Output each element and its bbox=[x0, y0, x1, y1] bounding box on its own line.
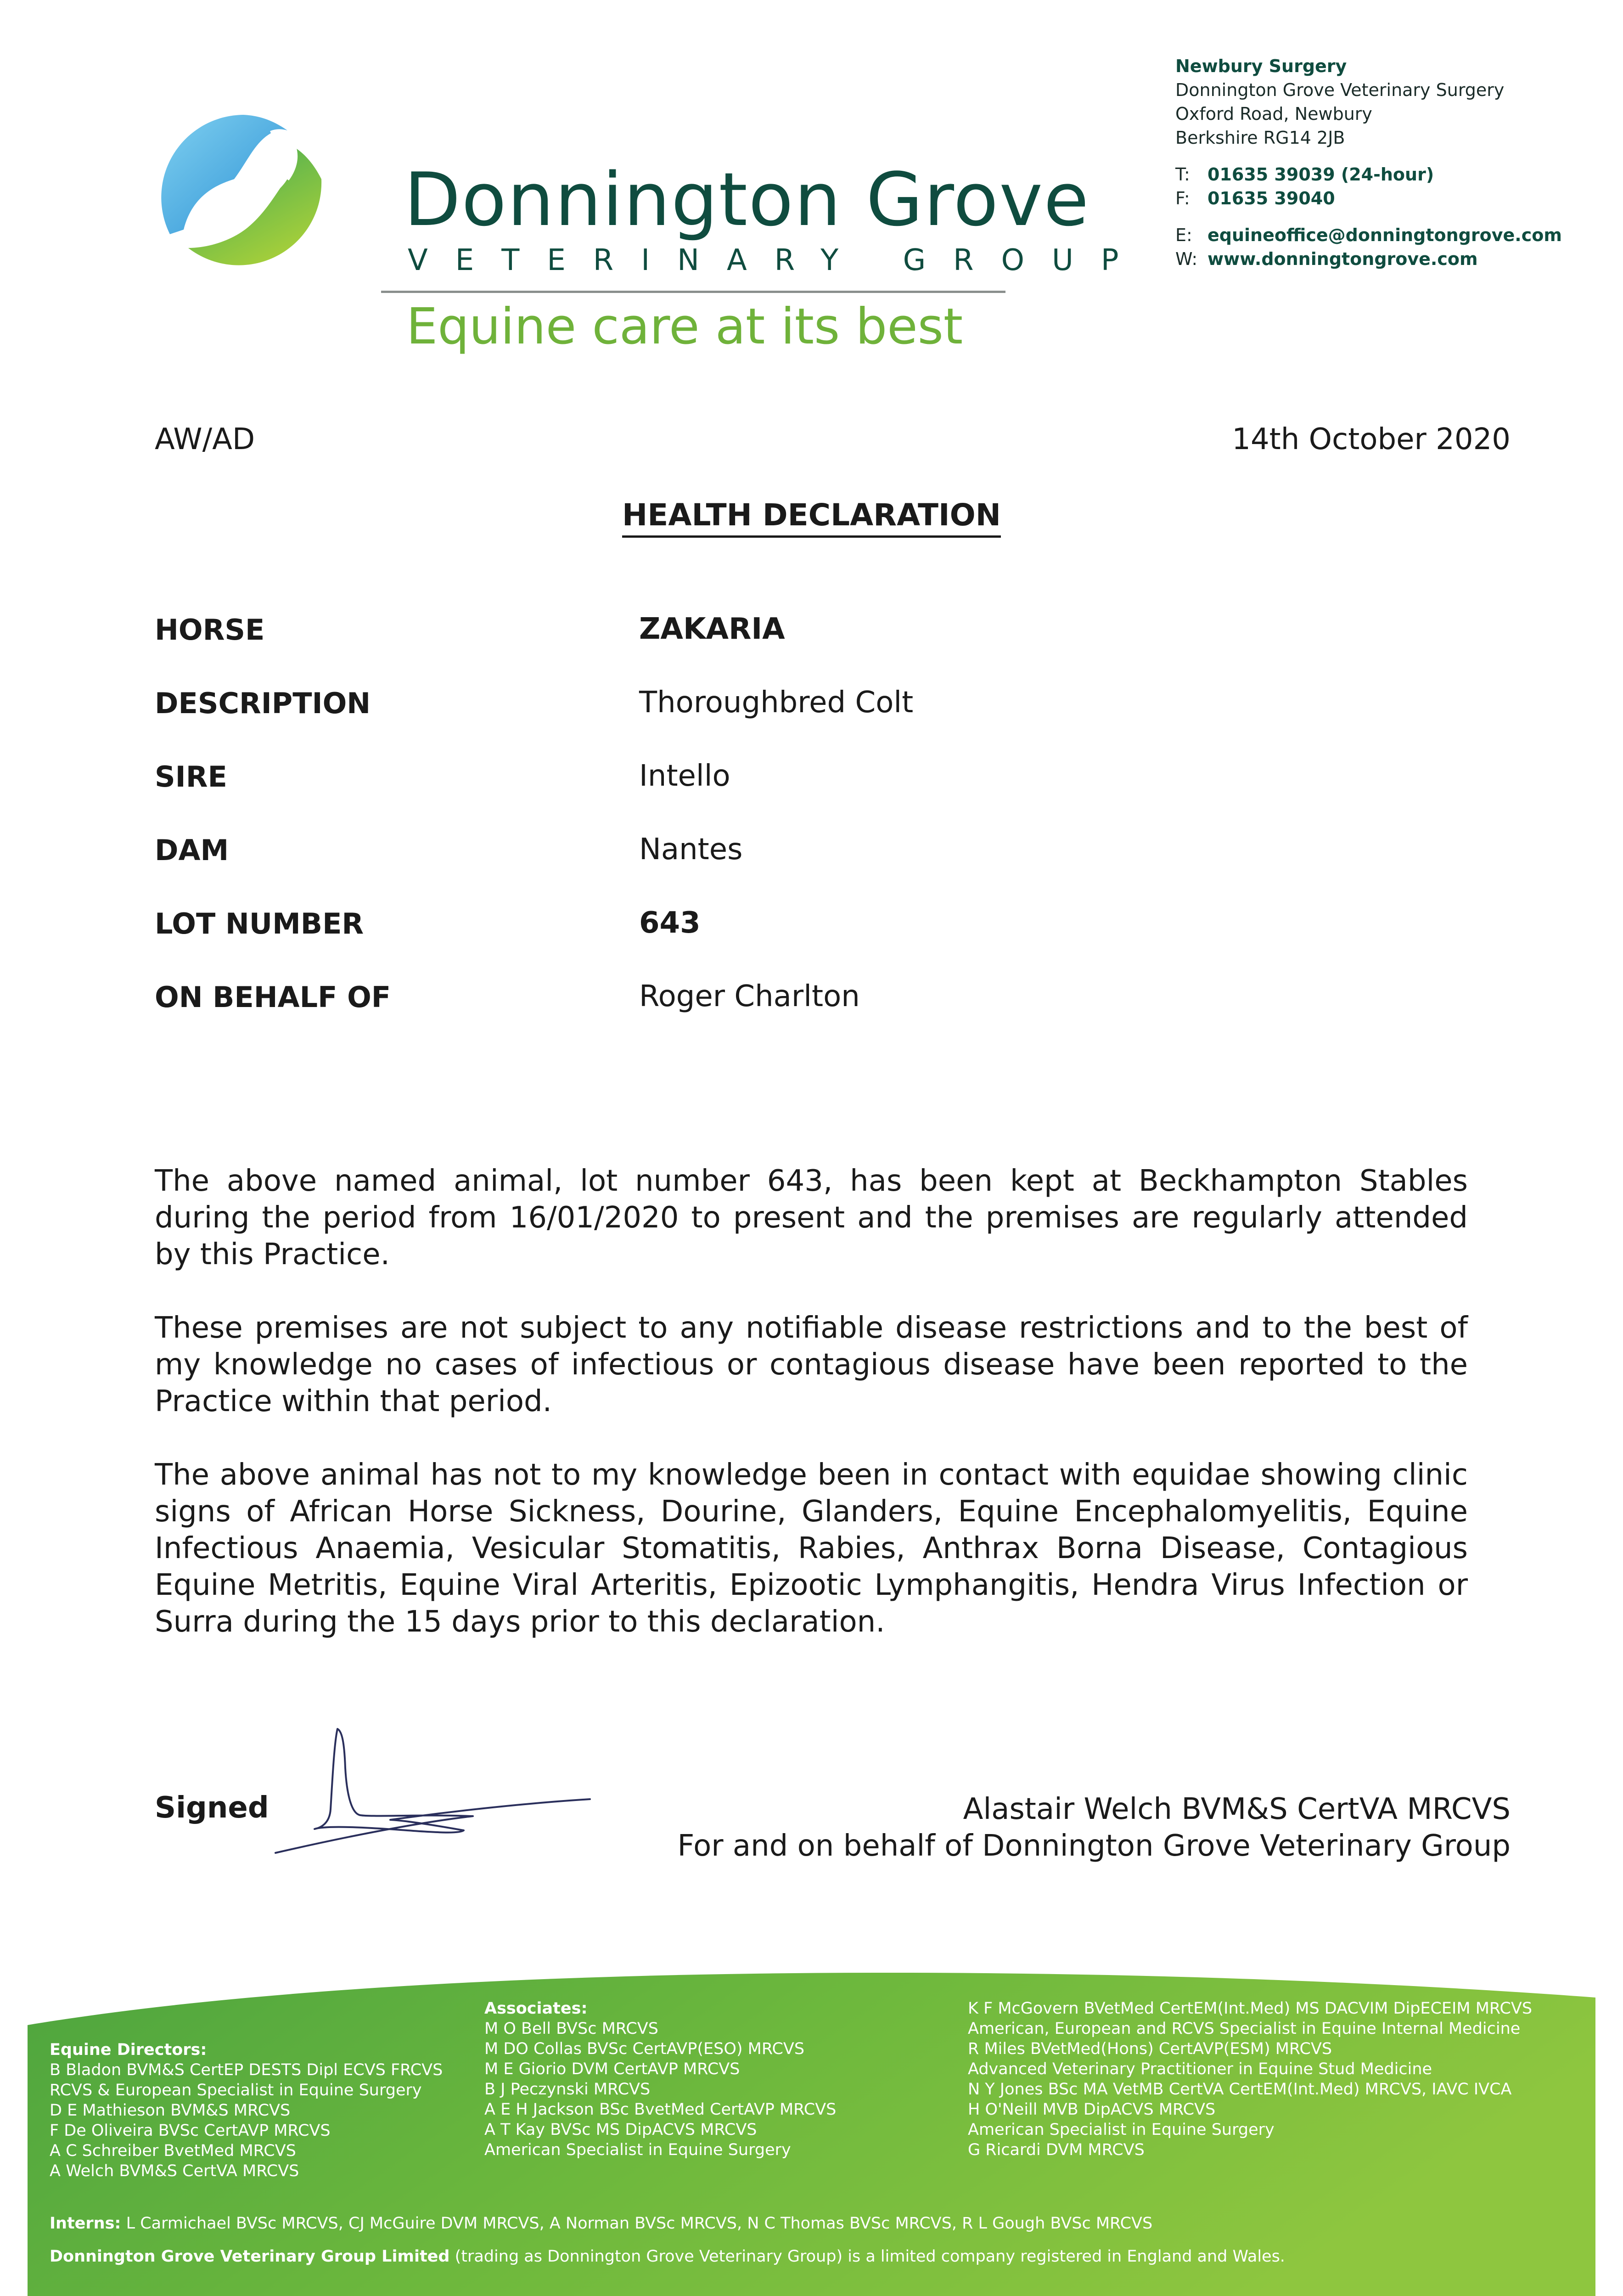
director-line: A C Schreiber BvetMed MRCVS bbox=[50, 2142, 296, 2160]
specialist-line: American Specialist in Equine Surgery bbox=[968, 2121, 1275, 2139]
specialist-line: Advanced Veterinary Practitioner in Equine Stud Medicine bbox=[968, 2060, 1432, 2078]
director-line: F De Oliveira BVSc CertAVP MRCVS bbox=[50, 2122, 331, 2140]
body-paragraph: The above named animal, lot number 643, has been kept at Beckhampton Stables during the period from 16/01/2020 to present and the premises are regularly attended by this Practice. bbox=[155, 1164, 1468, 1272]
specialist-line: H O'Neill MVB DipACVS MRCVS bbox=[968, 2100, 1216, 2119]
brand-name: Donnington Grove bbox=[404, 157, 1090, 242]
web-link[interactable]: www.donningtongrove.com bbox=[1207, 249, 1478, 269]
specialist-line: N Y Jones BSc MA VetMB CertVA CertEM(Int.Med) MRCVS, IAVC IVCA bbox=[968, 2080, 1512, 2099]
office-name: Newbury Surgery bbox=[1175, 56, 1347, 76]
footer-directors bbox=[50, 2040, 443, 2181]
body-paragraph: These premises are not subject to any notifiable disease restrictions and to the best of my knowledge no cases of infectious or contagious disease have been reported to the Practice within that period. bbox=[155, 1311, 1468, 1418]
company-text: (trading as Donnington Grove Veterinary Group) is a limited company registered in England and Wales. bbox=[455, 2247, 1285, 2266]
fax-number: 01635 39040 bbox=[1207, 188, 1335, 208]
signer-block bbox=[678, 1791, 1511, 1864]
field-value-description: Thoroughbred Colt bbox=[639, 686, 914, 720]
brand-subtitle: VETERINARY GROUP bbox=[408, 243, 1146, 277]
email-label: E: bbox=[1175, 225, 1192, 245]
associate-line: M O Bell BVSc MRCVS bbox=[484, 2020, 658, 2038]
address-line: Donnington Grove Veterinary Surgery bbox=[1175, 80, 1505, 100]
footer-associates bbox=[484, 1998, 836, 2160]
fax-row bbox=[1175, 186, 1562, 210]
signer-name: Alastair Welch BVM&S CertVA MRCVS bbox=[963, 1792, 1511, 1826]
field-label-horse: HORSE bbox=[155, 613, 265, 647]
web-label: W: bbox=[1175, 249, 1198, 269]
letter-date: 14th October 2020 bbox=[1232, 422, 1511, 456]
associates-heading: Associates: bbox=[484, 1999, 588, 2018]
email-link[interactable]: equineoffice@donningtongrove.com bbox=[1207, 225, 1562, 245]
phone-label: T: bbox=[1175, 164, 1190, 185]
address-line: Berkshire RG14 2JB bbox=[1175, 128, 1345, 148]
brand-tagline: Equine care at its best bbox=[406, 298, 963, 355]
associate-line: M E Giorio DVM CertAVP MRCVS bbox=[484, 2060, 740, 2078]
footer-interns bbox=[50, 2213, 1152, 2234]
document-title bbox=[0, 497, 1623, 533]
specialist-line: K F McGovern BVetMed CertEM(Int.Med) MS DACVIM DipECEIM MRCVS bbox=[968, 1999, 1533, 2018]
specialist-line: R Miles BVetMed(Hons) CertAVP(ESM) MRCVS bbox=[968, 2040, 1332, 2058]
address-line: Oxford Road, Newbury bbox=[1175, 104, 1372, 124]
phone-number[interactable]: 01635 39039 (24-hour) bbox=[1207, 164, 1434, 185]
spacer bbox=[1175, 210, 1562, 223]
fax-label: F: bbox=[1175, 188, 1190, 208]
field-value-on-behalf-of: Roger Charlton bbox=[639, 979, 860, 1013]
field-label-lot-number: LOT NUMBER bbox=[155, 907, 364, 940]
associate-line: American Specialist in Equine Surgery bbox=[484, 2141, 791, 2159]
logo-mark-icon bbox=[156, 110, 331, 285]
directors-heading: Equine Directors: bbox=[50, 2041, 207, 2059]
phone-row bbox=[1175, 163, 1562, 186]
associate-line: A T Kay BVSc MS DipACVS MRCVS bbox=[484, 2121, 757, 2139]
field-value-lot-number: 643 bbox=[639, 906, 701, 940]
email-row bbox=[1175, 223, 1562, 247]
specialist-line: American, European and RCVS Specialist in Equine Internal Medicine bbox=[968, 2020, 1521, 2038]
director-line: B Bladon BVM&S CertEP DESTS Dipl ECVS FRCVS bbox=[50, 2061, 443, 2079]
spacer bbox=[1175, 150, 1562, 163]
signed-label: Signed bbox=[155, 1791, 269, 1825]
contact-block bbox=[1175, 54, 1562, 271]
field-label-dam: DAM bbox=[155, 833, 229, 867]
interns-list: L Carmichael BVSc MRCVS, CJ McGuire DVM MRCVS, A Norman BVSc MRCVS, N C Thomas BVSc MRCVS, R L Gough BVSc MRCVS bbox=[126, 2214, 1153, 2233]
associate-line: A E H Jackson BSc BvetMed CertAVP MRCVS bbox=[484, 2100, 837, 2119]
letter-reference: AW/AD bbox=[155, 422, 255, 456]
field-label-sire: SIRE bbox=[155, 760, 227, 793]
director-line: A Welch BVM&S CertVA MRCVS bbox=[50, 2162, 299, 2180]
field-value-sire: Intello bbox=[639, 759, 730, 793]
signer-on-behalf: For and on behalf of Donnington Grove Veterinary Group bbox=[677, 1829, 1511, 1863]
specialist-line: G Ricardi DVM MRCVS bbox=[968, 2141, 1145, 2159]
field-label-description: DESCRIPTION bbox=[155, 687, 371, 720]
director-line: D E Mathieson BVM&S MRCVS bbox=[50, 2101, 291, 2120]
footer-company bbox=[50, 2246, 1285, 2267]
field-value-dam: Nantes bbox=[639, 833, 743, 867]
field-value-horse: ZAKARIA bbox=[639, 612, 785, 646]
body-paragraph: The above animal has not to my knowledge been in contact with equidae showing clinic signs of African Horse Sickness, Dourine, Glanders, Equine Encephalomyelitis, Equine Infectious Anaemia, Vesicular Stomatitis, Rabies, Anthrax Borna Disease, Contagious Equine Metritis, Equine Viral Arteritis, Epizootic Lymphangitis, Hendra Virus Infection or Surra during the 15 days prior to this declaration. bbox=[155, 1458, 1468, 1639]
signature-image bbox=[266, 1724, 597, 1867]
interns-heading: Interns: bbox=[50, 2214, 121, 2233]
associate-line: B J Peczynski MRCVS bbox=[484, 2080, 651, 2099]
associate-line: M DO Collas BVSc CertAVP(ESO) MRCVS bbox=[484, 2040, 805, 2058]
footer-specialists bbox=[968, 1998, 1532, 2160]
document-title-text: HEALTH DECLARATION bbox=[622, 497, 1001, 538]
company-name: Donnington Grove Veterinary Group Limited bbox=[50, 2247, 450, 2266]
web-row bbox=[1175, 247, 1562, 271]
director-line: RCVS & European Specialist in Equine Surgery bbox=[50, 2081, 422, 2099]
field-label-on-behalf-of: ON BEHALF OF bbox=[155, 980, 391, 1014]
brand-divider bbox=[381, 291, 1005, 293]
